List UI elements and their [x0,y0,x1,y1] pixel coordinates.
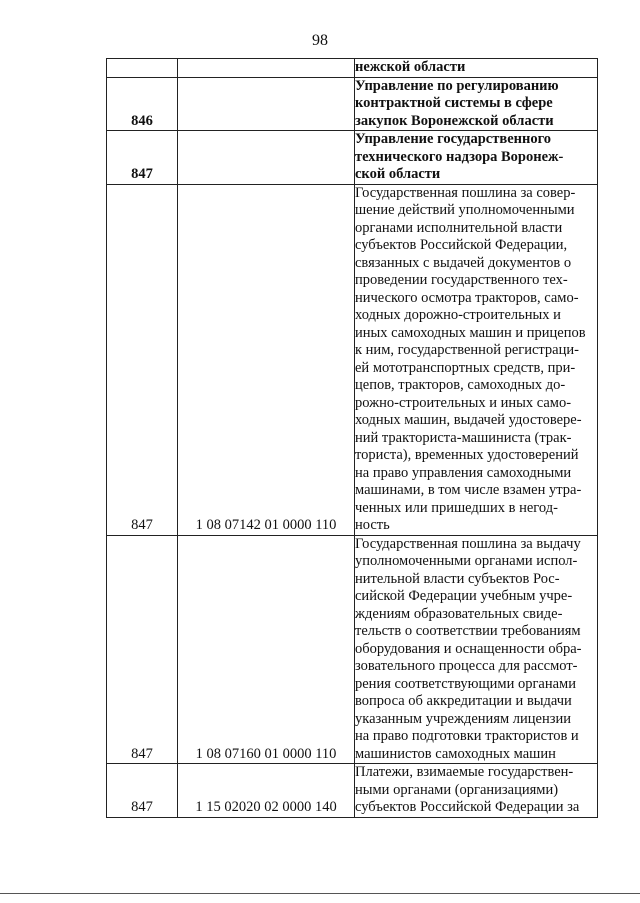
name-line: машинами, в том числе взамен утра- [355,482,582,498]
name-line: зовательного процесса для рассмот- [355,658,578,674]
name-cell [355,184,598,535]
name-line: цепов, тракторов, самоходных до- [355,377,566,393]
name-line: органами исполнительной власти [355,219,563,236]
name-line: ской области [355,166,441,182]
table-row [107,77,598,131]
admin-code-cell: 847 [107,131,178,185]
name-line: проведении государственного тех- [355,272,568,288]
name-line: контрактной системы в сфере [355,95,553,111]
table-row [107,184,598,535]
admin-code-cell [107,59,178,78]
name-line: иных самоходных машин и прицепов [355,324,586,341]
name-line: оборудования и оснащенности обра- [355,640,582,657]
name-line: ний тракториста-машиниста (трак- [355,429,572,446]
name-cell [355,764,598,818]
name-line: ходных дорожно-строительных и [355,307,561,323]
admin-code-cell: 847 [107,535,178,764]
kbk-code-cell [178,59,355,78]
table-row [107,131,598,185]
name-line: нежской области [355,59,466,75]
name-cell [355,59,598,78]
name-cell [355,535,598,764]
name-line: Управление государственного [355,131,552,147]
name-line: Государственная пошлина за выдачу [355,535,581,552]
name-line: Государственная пошлина за совер- [355,184,576,201]
name-line: вопроса об аккредитации и выдачи [355,693,572,709]
name-cell [355,77,598,131]
name-line: нического осмотра тракторов, само- [355,289,579,306]
name-cell [355,131,598,185]
name-line: рожно-строительных и иных само- [355,394,572,411]
name-line: технического надзора Воронеж- [355,148,564,165]
name-line: Платежи, взимаемые государствен- [355,764,574,780]
kbk-code-cell: 1 08 07142 01 0000 110 [178,184,355,535]
table-row [107,764,598,818]
budget-classification-table [106,58,598,818]
name-line: на право подготовки трактористов и [355,728,579,744]
name-line: ность [355,517,390,533]
name-line: ждениям образовательных свиде- [355,605,563,622]
kbk-code-cell [178,131,355,185]
name-line: связанных с выдачей документов о [355,254,572,271]
kbk-code-cell [178,77,355,131]
name-line: закупок Воронежской области [355,112,554,129]
name-line: к ним, государственной регистраци- [355,342,579,358]
name-line: ченных или пришедших в негод- [355,499,558,516]
table-row [107,59,598,78]
admin-code-cell: 847 [107,764,178,818]
name-line: рения соответствующими органами [355,675,576,692]
kbk-code-cell: 1 08 07160 01 0000 110 [178,535,355,764]
name-line: тельств о соответствии требованиям [355,623,581,639]
admin-code-cell: 847 [107,184,178,535]
kbk-code-cell: 1 15 02020 02 0000 140 [178,764,355,818]
admin-code-cell: 846 [107,77,178,131]
page-number: 98 [312,32,328,49]
name-line: ей мототранспортных средств, при- [355,359,576,376]
name-line: сийской Федерации учебным учре- [355,588,573,604]
name-line: субъектов Российской Федерации за [355,799,580,815]
name-line: ториста), временных удостоверений [355,447,579,463]
name-line: шение действий уполномоченными [355,202,575,218]
name-line: Управление по регулированию [355,77,559,94]
name-line: нительной власти субъектов Рос- [355,570,560,587]
name-line: машинистов самоходных машин [355,745,556,762]
name-line: на право управления самоходными [355,464,572,481]
name-line: уполномоченными органами испол- [355,553,578,569]
page-bottom-divider [0,893,640,894]
name-line: ходных машин, выдачей удостовере- [355,412,582,428]
name-line: ными органами (организациями) [355,781,559,798]
name-line: субъектов Российской Федерации, [355,237,568,253]
table-row [107,535,598,764]
name-line: указанным учреждениям лицензии [355,710,571,727]
